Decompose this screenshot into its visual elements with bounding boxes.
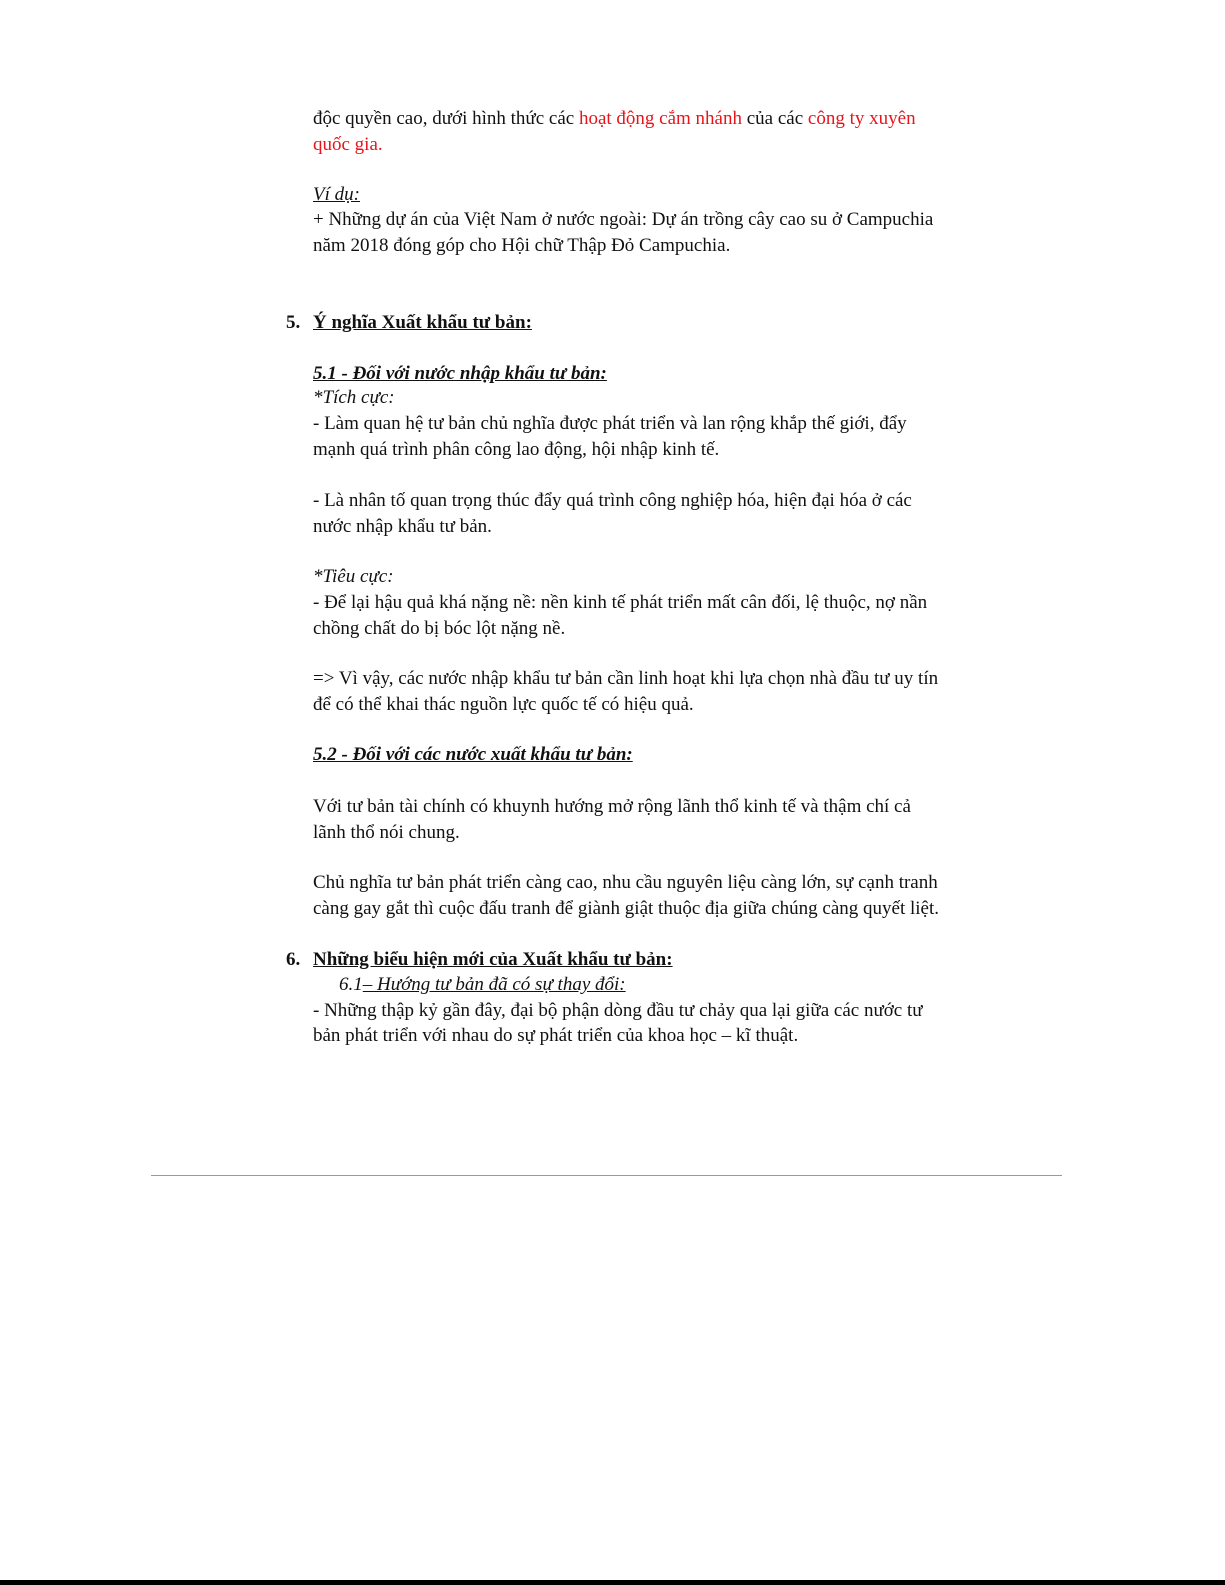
paragraph-line: - Là nhân tố quan trọng thúc đẩy quá trình công nghiệp hóa, hiện đại hóa ở các <box>313 490 912 511</box>
bottom-edge <box>0 1580 1225 1585</box>
highlight-line: quốc gia. <box>313 134 383 155</box>
subsection-heading: 5.2 - Đối với các nước xuất khẩu tư bản: <box>313 744 633 765</box>
paragraph-line: => Vì vậy, các nước nhập khẩu tư bản cần linh hoạt khi lựa chọn nhà đầu tư uy tín <box>313 668 939 689</box>
paragraph-line: năm 2018 đóng góp cho Hội chữ Thập Đỏ Campuchia. <box>313 235 731 256</box>
paragraph-line: nước nhập khẩu tư bản. <box>313 516 492 537</box>
subsection-number: 6.1 <box>339 974 363 995</box>
paragraph-line: càng gay gắt thì cuộc đấu tranh để giành giật thuộc địa giữa chúng càng quyết liệt. <box>313 898 940 919</box>
subsection-heading: 5.1 - Đối với nước nhập khẩu tư bản: <box>313 363 607 384</box>
paragraph-line: - Để lại hậu quả khá nặng nề: nền kinh tế phát triển mất cân đối, lệ thuộc, nợ nần <box>313 592 928 613</box>
example-label: Ví dụ: <box>313 184 360 205</box>
paragraph-line: Chủ nghĩa tư bản phát triển càng cao, nhu cầu nguyên liệu càng lớn, sự cạnh tranh <box>313 872 938 893</box>
label-positive: *Tích cực: <box>313 387 395 408</box>
section-heading: Ý nghĩa Xuất khẩu tư bản: <box>313 312 532 333</box>
paragraph-line: Với tư bản tài chính có khuynh hướng mở rộng lãnh thổ kinh tế và thậm chí cả <box>313 796 911 817</box>
section-number: 5. <box>286 312 301 333</box>
paragraph-line: - Làm quan hệ tư bản chủ nghĩa được phát triển và lan rộng khắp thế giới, đẩy <box>313 413 907 434</box>
highlight-text: công ty xuyên <box>807 108 916 129</box>
subsection-title: – Hướng tư bản đã có sự thay đổi: <box>362 974 626 995</box>
paragraph-line: để có thể khai thác nguồn lực quốc tế có hiệu quả. <box>313 694 694 715</box>
section-heading: Những biểu hiện mới của Xuất khẩu tư bản: <box>313 949 673 970</box>
paragraph-line: mạnh quá trình phân công lao động, hội nhập kinh tế. <box>313 439 720 460</box>
paragraph-line: bản phát triển với nhau do sự phát triển của khoa học – kĩ thuật. <box>313 1025 799 1046</box>
highlight-text: hoạt động cắm nhánh <box>578 108 742 129</box>
text-span: của các <box>742 108 808 129</box>
paragraph-line: chồng chất do bị bóc lột nặng nề. <box>313 618 566 639</box>
section-number: 6. <box>286 949 301 970</box>
paragraph-line <box>313 106 916 132</box>
paragraph-line: + Những dự án của Việt Nam ở nước ngoài: Dự án trồng cây cao su ở Campuchia <box>313 209 934 230</box>
label-negative: *Tiêu cực: <box>313 566 394 587</box>
paragraph-line: lãnh thổ nói chung. <box>313 822 460 843</box>
text-span: độc quyền cao, dưới hình thức các <box>313 108 579 129</box>
paragraph-line: - Những thập kỷ gần đây, đại bộ phận dòng đầu tư chảy qua lại giữa các nước tư <box>313 1000 923 1021</box>
page-divider <box>151 1175 1062 1176</box>
subsection-heading <box>339 972 626 998</box>
